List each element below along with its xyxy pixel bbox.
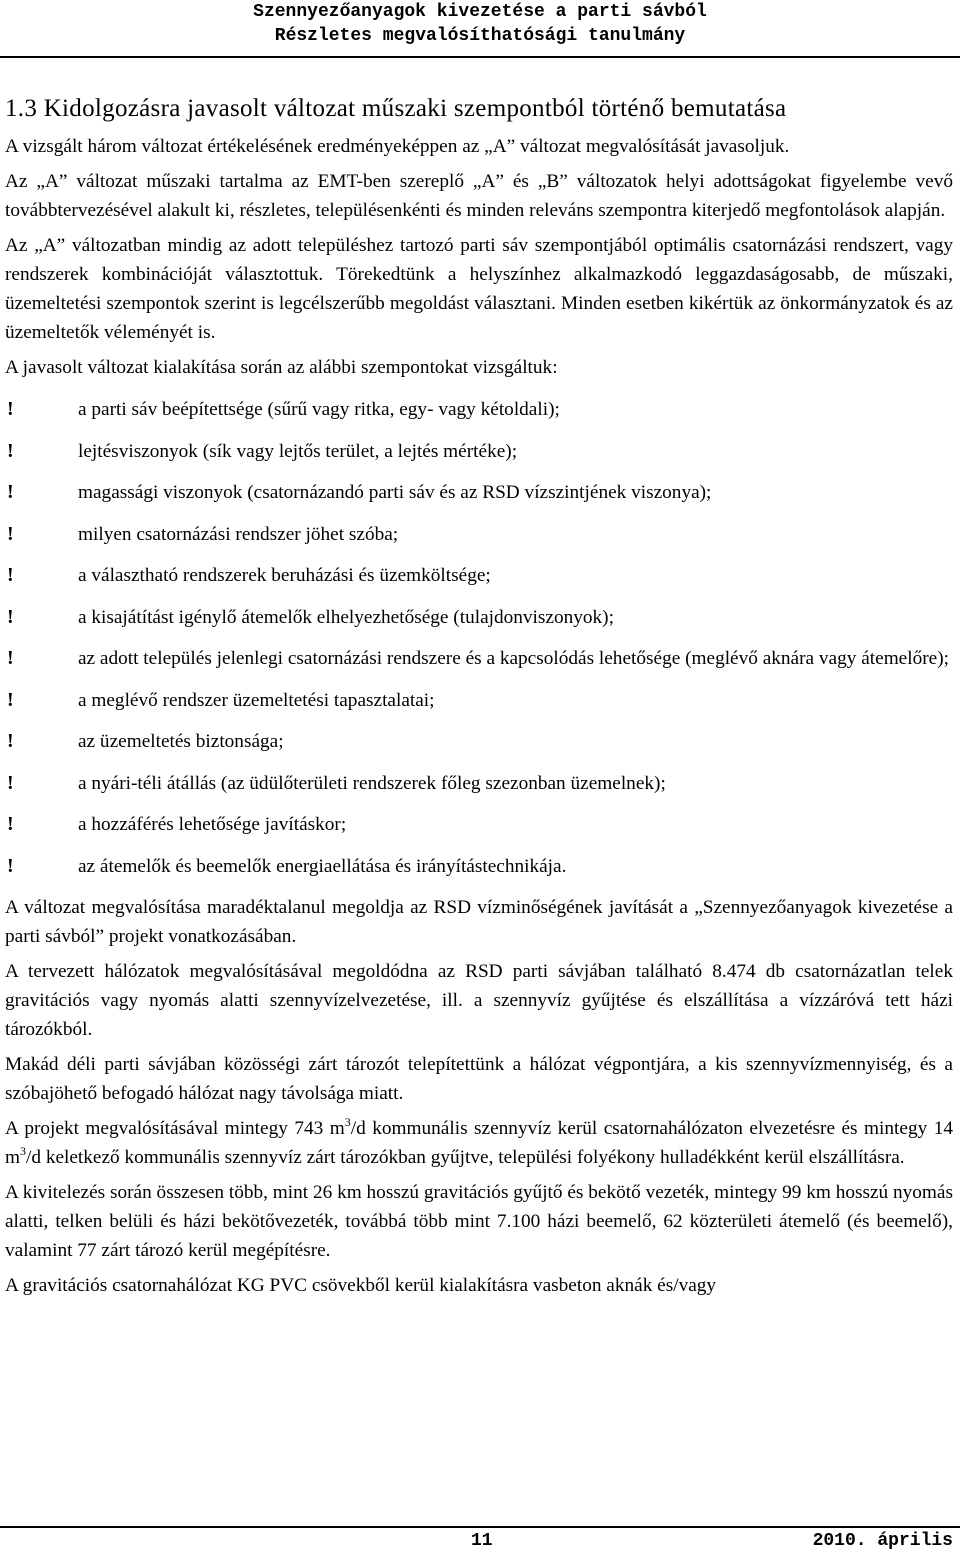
document-body xyxy=(5,92,953,1306)
list-item: ! az üzemeltetés biztonsága; xyxy=(5,727,953,756)
page-header xyxy=(0,0,960,48)
paragraph-technical-content: Az „A” változat műszaki tartalma az EMT-ben szereplő „A” és „B” változatok helyi adottságokat figyelembe vevő továbbtervezésével alakult ki, részletes, településenkénti és minden releváns szempontra kiterjedő megfontolások alapján. xyxy=(5,171,953,221)
header-subtitle: Részletes megvalósíthatósági tanulmány xyxy=(274,26,686,46)
exclamation-bullet-icon: ! xyxy=(7,688,14,711)
paragraph-variant-a: Az „A” változatban mindig az adott településhez tartozó parti sáv szempontjából optimális csatornázási rendszert, vagy rendszerek kombinációját választottuk. Törekedtünk a helyszínhez alkalmazkodó leggazdaságosabb, de műszaki, üzemeltetési szempontok szerint is legcélszerűbb megoldást választani. Minden esetben kikértük az önkormányzatok és az üzemeltetők véleményét is. xyxy=(5,235,953,343)
list-item: ! a meglévő rendszer üzemeltetési tapasztalatai; xyxy=(5,686,953,715)
paragraph-sewage-volume: A projekt megvalósításával mintegy 743 $m^3/d$ kommunális szennyvíz kerül csatornahálózaton elvezetésre és mintegy 14 $m^3/d$ keletkező kommunális szennyvíz zárt tározókban gyűjtve, települési folyékony hulladékként kerül elszállításra. xyxy=(5,1115,953,1168)
paragraph-water-quality: A változat megvalósítása maradéktalanul megoldja az RSD vízminőségének javítását a „Szennyezőanyagok kivezetése a parti sávból” projekt vonatkozásában. xyxy=(5,897,953,947)
paragraph-recommendation: A vizsgált három változat értékelésének eredményeképpen az „A” változat megvalósítását javasoljuk. xyxy=(5,136,790,157)
paragraph-gravity-network: A gravitációs csatornahálózat KG PVC csövekből kerül kialakításra vasbeton aknák és/vagy xyxy=(5,1275,717,1296)
list-item: ! milyen csatornázási rendszer jöhet szóba; xyxy=(5,520,953,549)
exclamation-bullet-icon: ! xyxy=(7,730,14,752)
header-rule xyxy=(0,56,960,58)
exclamation-bullet-icon: ! xyxy=(7,398,14,420)
list-item: ! az átemelők és beemelők energiaellátása és irányítástechnikája. xyxy=(5,852,953,881)
paragraph-criteria-intro: A javasolt változat kialakítása során az alábbi szempontokat vizsgáltuk: xyxy=(5,357,558,378)
list-item: ! a hozzáférés lehetősége javításkor; xyxy=(5,810,953,839)
exclamation-bullet-icon: ! xyxy=(7,522,14,545)
paragraph-network-plots: A tervezett hálózatok megvalósításával megoldódna az RSD parti sávjában található 8.474 db csatornázatlan telek gravitációs vagy nyomás alatti szennyvízelvezetése, ill. a szennyvíz gyűjtése és elszállítása a vízzáróvá tett házi tározókból. xyxy=(5,961,953,1040)
exclamation-bullet-icon: ! xyxy=(7,771,14,794)
list-item: ! a parti sáv beépítettsége (sűrű vagy ritka, egy- vagy kétoldali); xyxy=(5,395,953,424)
section-heading: 1.3 Kidolgozásra javasolt változat műszaki szempontból történő bemutatása xyxy=(5,95,787,122)
exclamation-bullet-icon: ! xyxy=(7,481,14,503)
paragraph-construction-summary: A kivitelezés során összesen több, mint 26 km hosszú gravitációs gyűjtő és bekötő vezeték, mintegy 99 km hosszú nyomás alatti, telken belüli és házi bekötővezeték, továbbá több mint 7.100 házi beemelő, 62 közterületi átemelő (és beemelő), valamint 77 zárt tározó kerül megépítésre. xyxy=(5,1182,953,1261)
list-item: ! a kisajátítást igénylő átemelők elhelyezhetősége (tulajdonviszonyok); xyxy=(5,603,953,632)
list-item: ! lejtésviszonyok (sík vagy lejtős terület, a lejtés mértéke); xyxy=(5,437,953,466)
paragraph-makad-tank: Makád déli parti sávjában közösségi zárt tározót telepítettünk a hálózat végpontjára, a kis szennyvízmennyiség, és a szóbajöhető befogadó hálózat nagy távolsága miatt. xyxy=(5,1054,953,1104)
exclamation-bullet-icon: ! xyxy=(7,813,14,835)
exclamation-bullet-icon: ! xyxy=(7,854,14,877)
criteria-list xyxy=(5,395,953,881)
list-item: ! a választható rendszerek beruházási és üzemköltsége; xyxy=(5,561,953,590)
page-footer xyxy=(0,1526,960,1551)
header-title: Szennyezőanyagok kivezetése a parti sávból xyxy=(253,2,707,22)
exclamation-bullet-icon: ! xyxy=(7,439,14,462)
exclamation-bullet-icon: ! xyxy=(7,647,14,669)
list-item: ! az adott település jelenlegi csatornázási rendszere és a kapcsolódás lehetősége (meglévő aknára vagy átemelőre); xyxy=(5,644,953,673)
list-item: ! a nyári-téli átállás (az üdülőterületi rendszerek főleg szezonban üzemelnek); xyxy=(5,769,953,798)
exclamation-bullet-icon: ! xyxy=(7,564,14,586)
page-number: 11 xyxy=(471,1531,493,1551)
list-item: ! magassági viszonyok (csatornázandó parti sáv és az RSD vízszintjének viszonya); xyxy=(5,478,953,507)
footer-date: 2010. április xyxy=(812,1531,953,1551)
exclamation-bullet-icon: ! xyxy=(7,605,14,628)
